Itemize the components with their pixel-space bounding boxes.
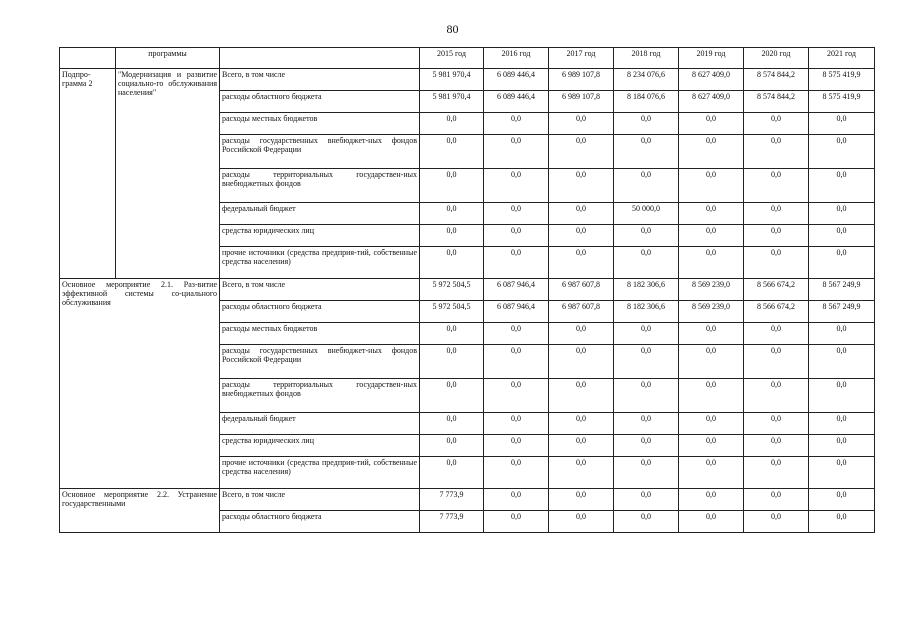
value-cell: 0,0 xyxy=(809,345,875,379)
value-cell: 0,0 xyxy=(809,247,875,279)
value-cell: 8 184 076,6 xyxy=(614,91,679,113)
measure-title: Основное мероприятие 2.1. Раз-витие эффективной системы со-циального обслуживания xyxy=(60,279,220,489)
funding-source: расходы областного бюджета xyxy=(220,91,420,113)
value-cell: 0,0 xyxy=(614,511,679,533)
value-cell: 0,0 xyxy=(484,113,549,135)
table-row xyxy=(60,489,875,511)
header-year: 2020 год xyxy=(744,48,809,69)
value-cell: 0,0 xyxy=(679,345,744,379)
value-cell: 0,0 xyxy=(744,511,809,533)
value-cell: 0,0 xyxy=(420,323,484,345)
header-year: 2018 год xyxy=(614,48,679,69)
value-cell: 0,0 xyxy=(614,413,679,435)
value-cell: 0,0 xyxy=(614,113,679,135)
value-cell: 0,0 xyxy=(484,169,549,203)
funding-source: средства юридических лиц xyxy=(220,435,420,457)
value-cell: 0,0 xyxy=(744,379,809,413)
value-cell: 0,0 xyxy=(549,169,614,203)
funding-source: Всего, в том числе xyxy=(220,279,420,301)
measure-title: Основное мероприятие 2.2. Устранение государственными xyxy=(60,489,220,533)
value-cell: 0,0 xyxy=(679,169,744,203)
value-cell: 8 627 409,0 xyxy=(679,69,744,91)
value-cell: 8 575 419,9 xyxy=(809,69,875,91)
value-cell: 0,0 xyxy=(679,225,744,247)
value-cell: 0,0 xyxy=(420,169,484,203)
value-cell: 0,0 xyxy=(549,379,614,413)
value-cell: 0,0 xyxy=(549,413,614,435)
funding-source: расходы местных бюджетов xyxy=(220,323,420,345)
value-cell: 8 574 844,2 xyxy=(744,91,809,113)
subprogram-title: "Модернизация и развитие социально-го обслуживания населения" xyxy=(116,69,220,279)
value-cell: 8 234 076,6 xyxy=(614,69,679,91)
value-cell: 0,0 xyxy=(420,345,484,379)
value-cell: 6 989 107,8 xyxy=(549,69,614,91)
value-cell: 8 569 239,0 xyxy=(679,301,744,323)
value-cell: 0,0 xyxy=(420,457,484,489)
value-cell: 0,0 xyxy=(484,457,549,489)
funding-source: расходы местных бюджетов xyxy=(220,113,420,135)
value-cell: 0,0 xyxy=(809,435,875,457)
funding-source: расходы областного бюджета xyxy=(220,511,420,533)
value-cell: 0,0 xyxy=(809,379,875,413)
value-cell: 0,0 xyxy=(484,203,549,225)
value-cell: 0,0 xyxy=(420,435,484,457)
value-cell: 5 972 504,5 xyxy=(420,301,484,323)
value-cell: 0,0 xyxy=(420,135,484,169)
value-cell: 0,0 xyxy=(679,113,744,135)
value-cell: 0,0 xyxy=(679,203,744,225)
value-cell: 8 574 844,2 xyxy=(744,69,809,91)
value-cell: 0,0 xyxy=(679,413,744,435)
value-cell: 0,0 xyxy=(679,379,744,413)
page-number: 80 xyxy=(446,22,459,36)
subprogram-code: Подпро-грамма 2 xyxy=(60,69,116,279)
value-cell: 0,0 xyxy=(744,345,809,379)
value-cell: 0,0 xyxy=(614,379,679,413)
value-cell: 7 773,9 xyxy=(420,489,484,511)
value-cell: 0,0 xyxy=(549,435,614,457)
value-cell: 0,0 xyxy=(614,345,679,379)
funding-source: расходы государственных внебюджет-ных фондов Российской Федерации xyxy=(220,135,420,169)
value-cell: 0,0 xyxy=(549,489,614,511)
value-cell: 8 182 306,6 xyxy=(614,301,679,323)
funding-source: прочие источники (средства предприя-тий, собственные средства населения) xyxy=(220,247,420,279)
funding-source: расходы территориальных государствен-ных внебюджетных фондов xyxy=(220,169,420,203)
value-cell: 0,0 xyxy=(744,225,809,247)
funding-source: прочие источники (средства предприя-тий, собственные средства населения) xyxy=(220,457,420,489)
value-cell: 0,0 xyxy=(744,135,809,169)
value-cell: 0,0 xyxy=(549,511,614,533)
value-cell: 0,0 xyxy=(420,379,484,413)
value-cell: 0,0 xyxy=(614,225,679,247)
value-cell: 0,0 xyxy=(484,345,549,379)
header-year: 2021 год xyxy=(809,48,875,69)
value-cell: 0,0 xyxy=(614,435,679,457)
funding-source: средства юридических лиц xyxy=(220,225,420,247)
value-cell: 0,0 xyxy=(420,413,484,435)
value-cell: 0,0 xyxy=(809,169,875,203)
value-cell: 8 566 674,2 xyxy=(744,279,809,301)
value-cell: 0,0 xyxy=(484,413,549,435)
header-year: 2019 год xyxy=(679,48,744,69)
value-cell: 0,0 xyxy=(744,435,809,457)
value-cell: 6 987 607,8 xyxy=(549,279,614,301)
value-cell: 8 627 409,0 xyxy=(679,91,744,113)
value-cell: 0,0 xyxy=(809,323,875,345)
value-cell: 8 567 249,9 xyxy=(809,279,875,301)
value-cell: 6 089 446,4 xyxy=(484,91,549,113)
value-cell: 0,0 xyxy=(679,435,744,457)
funding-source: федеральный бюджет xyxy=(220,413,420,435)
value-cell: 0,0 xyxy=(614,323,679,345)
value-cell: 0,0 xyxy=(679,489,744,511)
funding-source: Всего, в том числе xyxy=(220,489,420,511)
value-cell: 0,0 xyxy=(420,203,484,225)
value-cell: 6 087 946,4 xyxy=(484,301,549,323)
value-cell: 5 981 970,4 xyxy=(420,91,484,113)
value-cell: 8 182 306,6 xyxy=(614,279,679,301)
value-cell: 0,0 xyxy=(484,379,549,413)
value-cell: 7 773,9 xyxy=(420,511,484,533)
value-cell: 0,0 xyxy=(614,457,679,489)
value-cell: 6 989 107,8 xyxy=(549,91,614,113)
funding-source: федеральный бюджет xyxy=(220,203,420,225)
value-cell: 0,0 xyxy=(809,511,875,533)
value-cell: 0,0 xyxy=(549,323,614,345)
value-cell: 0,0 xyxy=(809,489,875,511)
header-program-label: программы xyxy=(116,48,220,69)
value-cell: 8 569 239,0 xyxy=(679,279,744,301)
funding-source: расходы государственных внебюджет-ных фондов Российской Федерации xyxy=(220,345,420,379)
value-cell: 0,0 xyxy=(679,511,744,533)
value-cell: 0,0 xyxy=(744,203,809,225)
value-cell: 0,0 xyxy=(484,511,549,533)
value-cell: 0,0 xyxy=(484,489,549,511)
table-row xyxy=(60,69,875,91)
value-cell: 50 000,0 xyxy=(614,203,679,225)
value-cell: 0,0 xyxy=(614,489,679,511)
value-cell: 0,0 xyxy=(420,225,484,247)
funding-source: расходы областного бюджета xyxy=(220,301,420,323)
value-cell: 0,0 xyxy=(809,203,875,225)
value-cell: 0,0 xyxy=(744,323,809,345)
value-cell: 0,0 xyxy=(744,489,809,511)
value-cell: 0,0 xyxy=(809,413,875,435)
value-cell: 0,0 xyxy=(809,457,875,489)
value-cell: 0,0 xyxy=(744,457,809,489)
value-cell: 0,0 xyxy=(679,247,744,279)
header-source-cell xyxy=(220,48,420,69)
value-cell: 8 566 674,2 xyxy=(744,301,809,323)
value-cell: 0,0 xyxy=(549,457,614,489)
value-cell: 6 987 607,8 xyxy=(549,301,614,323)
funding-source: расходы территориальных государствен-ных внебюджетных фондов xyxy=(220,379,420,413)
value-cell: 0,0 xyxy=(744,413,809,435)
value-cell: 0,0 xyxy=(549,135,614,169)
header-empty-cell xyxy=(60,48,116,69)
value-cell: 0,0 xyxy=(809,113,875,135)
value-cell: 0,0 xyxy=(484,135,549,169)
funding-source: Всего, в том числе xyxy=(220,69,420,91)
value-cell: 0,0 xyxy=(549,203,614,225)
value-cell: 0,0 xyxy=(614,169,679,203)
value-cell: 6 087 946,4 xyxy=(484,279,549,301)
value-cell: 0,0 xyxy=(614,135,679,169)
value-cell: 5 972 504,5 xyxy=(420,279,484,301)
value-cell: 0,0 xyxy=(420,247,484,279)
value-cell: 0,0 xyxy=(744,169,809,203)
value-cell: 0,0 xyxy=(549,113,614,135)
value-cell: 5 981 970,4 xyxy=(420,69,484,91)
value-cell: 0,0 xyxy=(614,247,679,279)
table-row xyxy=(60,279,875,301)
value-cell: 0,0 xyxy=(484,435,549,457)
value-cell: 0,0 xyxy=(420,113,484,135)
value-cell: 0,0 xyxy=(679,457,744,489)
budget-table xyxy=(59,47,875,533)
value-cell: 8 575 419,9 xyxy=(809,91,875,113)
value-cell: 0,0 xyxy=(679,135,744,169)
value-cell: 0,0 xyxy=(809,225,875,247)
value-cell: 0,0 xyxy=(549,345,614,379)
value-cell: 0,0 xyxy=(484,323,549,345)
value-cell: 0,0 xyxy=(809,135,875,169)
header-year: 2017 год xyxy=(549,48,614,69)
value-cell: 0,0 xyxy=(484,247,549,279)
value-cell: 6 089 446,4 xyxy=(484,69,549,91)
header-year: 2016 год xyxy=(484,48,549,69)
value-cell: 0,0 xyxy=(549,247,614,279)
value-cell: 0,0 xyxy=(549,225,614,247)
header-year: 2015 год xyxy=(420,48,484,69)
value-cell: 0,0 xyxy=(679,323,744,345)
value-cell: 0,0 xyxy=(484,225,549,247)
header-row xyxy=(60,48,875,69)
value-cell: 8 567 249,9 xyxy=(809,301,875,323)
value-cell: 0,0 xyxy=(744,247,809,279)
value-cell: 0,0 xyxy=(744,113,809,135)
